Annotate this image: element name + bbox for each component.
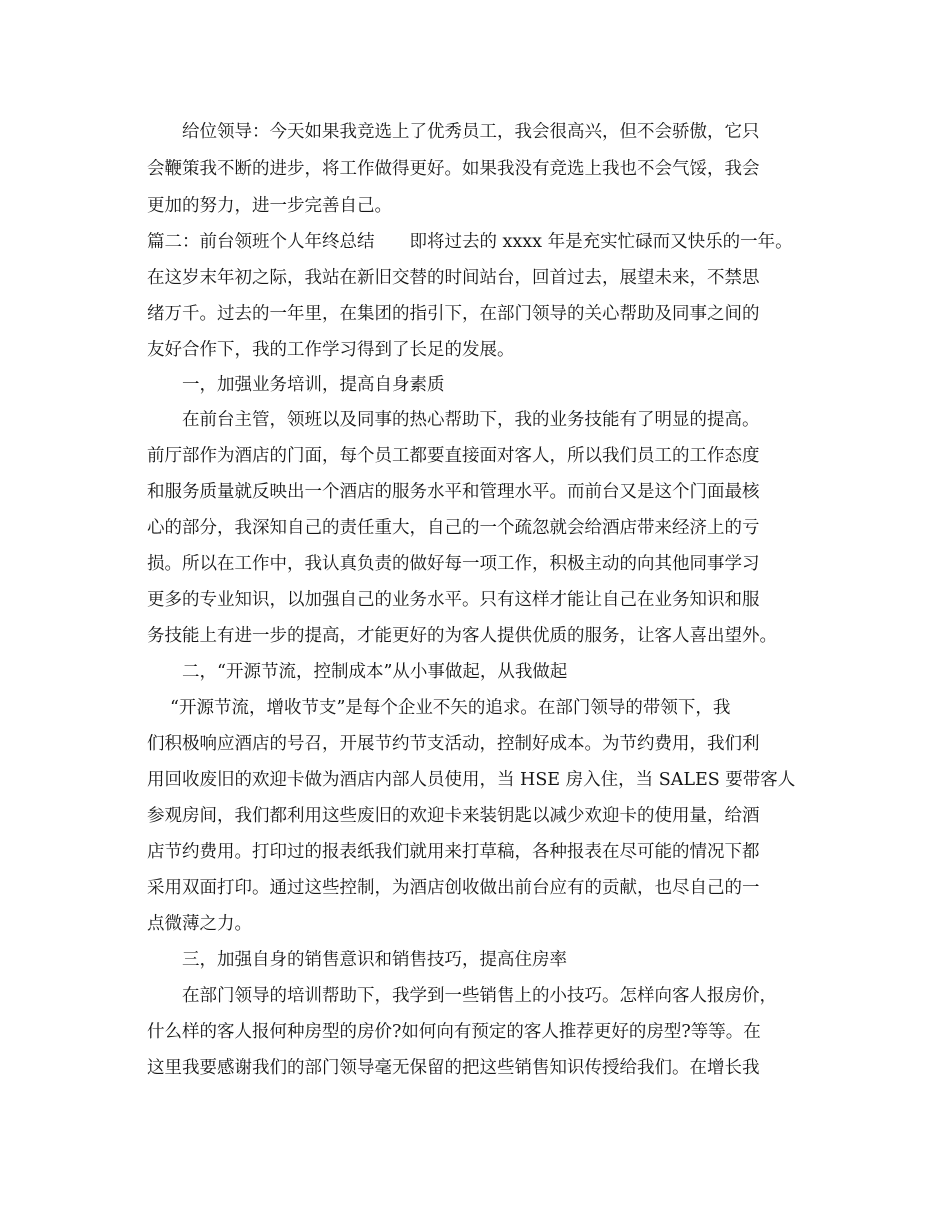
text-line: 店节约费用。打印过的报表纸我们就用来打草稿，各种报表在尽可能的情况下都 — [147, 842, 760, 862]
text-line: 点微薄之力。 — [147, 914, 252, 934]
text-line: 务技能上有进一步的提高，才能更好的为客人提供优质的服务，让客人喜出望外。 — [147, 626, 777, 646]
text-line: 绪万千。过去的一年里，在集团的指引下，在部门领导的关心帮助及同事之间的 — [147, 304, 760, 324]
subheading: 二，“开源节流，控制成本”从小事做起，从我做起 — [182, 662, 568, 682]
text-line: 心的部分，我深知自己的责任重大，自己的一个疏忽就会给酒店带来经济上的亏 — [147, 518, 760, 538]
section-heading: 篇二：前台领班个人年终总结 即将过去的 xxxx 年是充实忙碌而又快乐的一年。 — [147, 232, 793, 252]
text-line: 更多的专业知识，以加强自己的业务水平。只有这样才能让自己在业务知识和服 — [147, 590, 760, 610]
text-line: 用回收废旧的欢迎卡做为酒店内部人员使用，当 HSE 房入住，当 SALES 要带客人 — [147, 770, 796, 790]
text-line: 在前台主管，领班以及同事的热心帮助下，我的业务技能有了明显的提高。 — [182, 410, 760, 430]
subheading: 一，加强业务培训，提高自身素质 — [182, 375, 445, 395]
text-line: “开源节流，增收节支”是每个企业不矢的追求。在部门领导的带领下，我 — [170, 698, 731, 718]
text-line: 友好合作下，我的工作学习得到了长足的发展。 — [147, 340, 515, 360]
text-line: 给位领导：今天如果我竞选上了优秀员工，我会很高兴，但不会骄傲，它只 — [182, 122, 760, 142]
text-line: 在部门领导的培训帮助下，我学到一些销售上的小技巧。怎样向客人报房价， — [182, 986, 777, 1006]
text-line: 更加的努力，进一步完善自己。 — [147, 196, 392, 216]
text-line: 这里我要感谢我们的部门领导毫无保留的把这些销售知识传授给我们。在增长我 — [147, 1058, 760, 1078]
text-line: 会鞭策我不断的进步，将工作做得更好。如果我没有竞选上我也不会气馁，我会 — [147, 159, 760, 179]
subheading: 三，加强自身的销售意识和销售技巧，提高住房率 — [182, 950, 567, 970]
text-line: 和服务质量就反映出一个酒店的服务水平和管理水平。而前台又是这个门面最核 — [147, 482, 760, 502]
text-line: 们积极响应酒店的号召，开展节约节支活动，控制好成本。为节约费用，我们利 — [147, 734, 760, 754]
text-line: 采用双面打印。通过这些控制，为酒店创收做出前台应有的贡献，也尽自己的一 — [147, 878, 760, 898]
text-line: 参观房间，我们都利用这些废旧的欢迎卡来装钥匙以减少欢迎卡的使用量，给酒 — [147, 806, 760, 826]
text-line: 什么样的客人报何种房型的房价?如何向有预定的客人推荐更好的房型?等等。在 — [147, 1022, 761, 1042]
text-line: 前厅部作为酒店的门面，每个员工都要直接面对客人，所以我们员工的工作态度 — [147, 446, 760, 466]
text-line: 在这岁末年初之际，我站在新旧交替的时间站台，回首过去，展望未来，不禁思 — [147, 268, 760, 288]
text-line: 损。所以在工作中，我认真负责的做好每一项工作，积极主动的向其他同事学习 — [147, 554, 760, 574]
